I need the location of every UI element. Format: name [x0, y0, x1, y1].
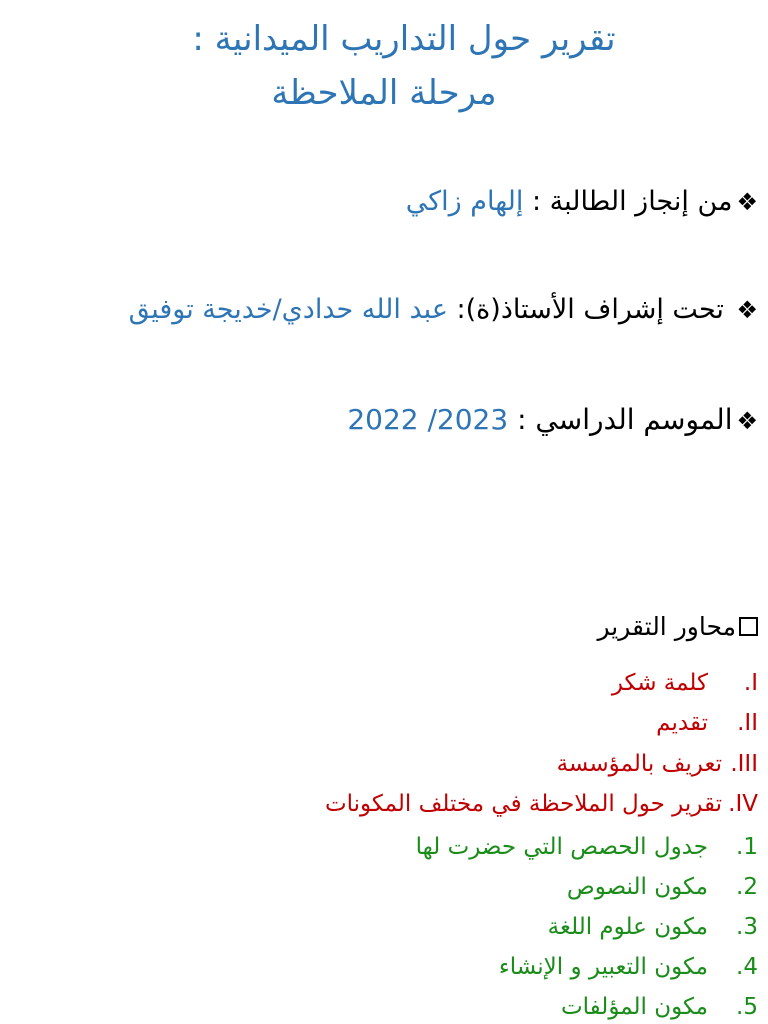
list-item	[561, 996, 758, 1019]
item-number: 4.	[736, 954, 758, 980]
list-item	[499, 956, 758, 979]
supervisor-label: تحت إشراف الأستاذ(ة):	[447, 294, 724, 325]
item-label: تعريف بالمؤسسة	[556, 751, 722, 777]
item-label: تقديم	[656, 710, 708, 736]
student-name: إلهام زاكي	[405, 186, 524, 217]
student-label: من إنجاز الطالبة :	[523, 186, 733, 217]
item-label: مكون النصوص	[566, 874, 708, 900]
diamond-bullet-icon: ❖	[736, 188, 758, 216]
item-number: 5.	[736, 994, 758, 1020]
list-item	[656, 712, 758, 735]
item-label: مكون المؤلفات	[561, 994, 708, 1020]
list-item	[548, 916, 758, 939]
item-number: 1.	[736, 834, 758, 860]
supervisor-row	[129, 294, 758, 325]
item-label: تقرير حول الملاحظة في مختلف المكونات	[324, 791, 722, 817]
list-item	[567, 876, 758, 899]
item-number: II.	[737, 710, 758, 736]
item-label: كلمة شكر	[611, 670, 708, 696]
season-row	[347, 403, 758, 436]
student-row	[406, 186, 758, 217]
list-item	[557, 753, 758, 776]
item-label: مكون التعبير و الإنشاء	[498, 954, 708, 980]
page-title-line2: مرحلة الملاحظة	[271, 73, 497, 113]
diamond-bullet-icon: ❖	[736, 407, 758, 435]
list-item	[416, 836, 758, 859]
axes-heading: محاور التقرير	[597, 612, 736, 641]
item-label: مكون علوم اللغة	[547, 914, 708, 940]
list-item	[612, 672, 758, 695]
item-number: 3.	[736, 914, 758, 940]
empty-square-icon	[739, 617, 758, 636]
list-item	[325, 793, 758, 816]
item-label: جدول الحصص التي حضرت لها	[415, 834, 708, 860]
diamond-bullet-icon: ❖	[736, 296, 758, 324]
page-title-line1: تقرير حول التداريب الميدانية :	[192, 19, 616, 59]
item-number: IV.	[728, 791, 758, 817]
season-label: الموسم الدراسي :	[508, 403, 733, 436]
item-number: 2.	[736, 874, 758, 900]
item-number: I.	[743, 670, 758, 696]
item-number: III.	[730, 751, 758, 777]
axes-heading-row	[597, 612, 758, 641]
season-value: 2022 /2023	[347, 403, 509, 436]
supervisor-names: عبد الله حدادي/خديجة توفيق	[128, 294, 448, 325]
